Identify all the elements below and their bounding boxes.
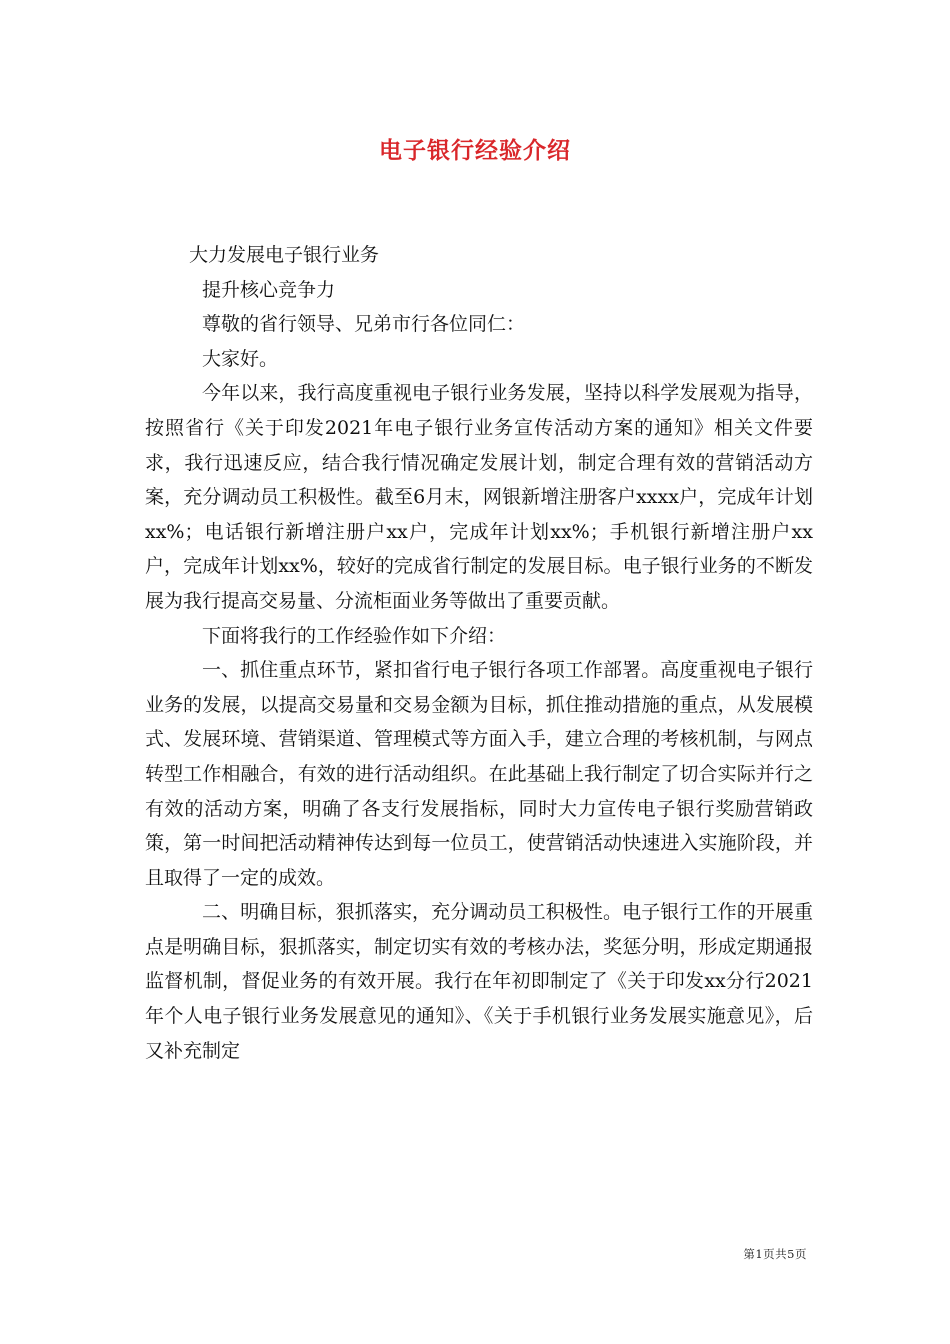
paragraph-overview: 今年以来，我行高度重视电子银行业务发展，坚持以科学发展观为指导，按照省行《关于印发2021年电子银行业务宣传活动方案的通知》相关文件要求，我行迅速反应，结合我行情况确定发展计划，制定合理有效的营销活动方案，充分调动员工积极性。截至6月末，网银新增注册客户xxxx户，完成年计划xx%；电话银行新增注册户xx户，完成年计划xx%；手机银行新增注册户xx户，完成年计划xx%，较好的完成省行制定的发展目标。电子银行业务的不断发展为我行提高交易量、分流柜面业务等做出了重要贡献。 — [145, 382, 813, 612]
page-number-footer: 第1页共5页 — [743, 1247, 807, 1261]
paragraph-heading-1: 大力发展电子银行业务 — [189, 244, 380, 266]
paragraph-salutation: 尊敬的省行领导、兄弟市行各位同仁： — [202, 313, 526, 336]
page-title: 电子银行经验介绍 — [379, 137, 571, 164]
paragraph-section-1: 一、抓住重点环节，紧扣省行电子银行各项工作部署。高度重视电子银行业务的发展，以提高交易量和交易金额为目标，抓住推动措施的重点，从发展模式、发展环境、营销渠道、管理模式等方面入手，建立合理的考核机制，与网点转型工作相融合，有效的进行活动组织。在此基础上我行制定了切合实际并行之有效的活动方案，明确了各支行发展指标，同时大力宣传电子银行奖励营销政策，第一时间把活动精神传达到每一位员工，使营销活动快速进入实施阶段，并且取得了一定的成效。 — [145, 659, 813, 889]
paragraph-intro: 下面将我行的工作经验作如下介绍： — [202, 624, 507, 647]
document-body — [145, 238, 813, 1068]
paragraph-greeting: 大家好。 — [202, 347, 279, 370]
paragraph-section-2: 二、明确目标，狠抓落实，充分调动员工积极性。电子银行工作的开展重点是明确目标，狠抓落实，制定切实有效的考核办法，奖惩分明，形成定期通报监督机制，督促业务的有效开展。我行在年初即制定了《关于印发xx分行2021年个人电子银行业务发展意见的通知》、《关于手机银行业务发展实施意见》，后又补充制定 — [145, 901, 813, 1062]
paragraph-heading-2: 提升核心竞争力 — [202, 278, 336, 301]
